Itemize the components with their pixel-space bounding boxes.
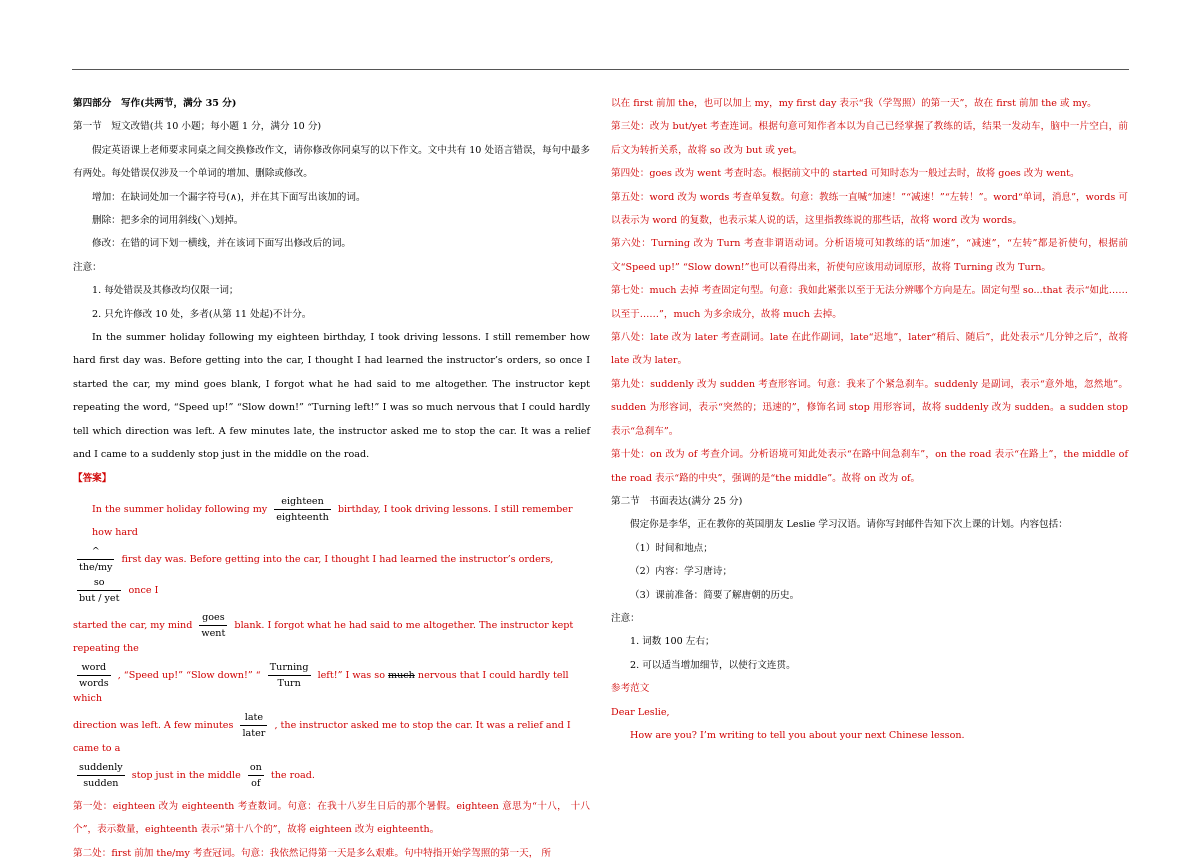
correction-original: late	[240, 710, 267, 726]
explanation-8: 第八处：late 改为 later 考查副词。late 在此作副词，late“迟地”，later“稍后、随后”，此处表示“几分钟之后”，故将 late 改为 later。	[611, 332, 1128, 367]
right-column	[611, 92, 1128, 747]
correction-fixed: sudden	[83, 777, 119, 789]
correction-original: eighteen	[274, 494, 331, 510]
correction-9	[77, 760, 125, 791]
prompt-item-1: （1）时间和地点；	[630, 542, 713, 554]
correction-8	[240, 710, 267, 741]
correction-fixed: went	[201, 627, 226, 639]
sample-line-1: How are you? I’m writing to tell you about your next Chinese lesson.	[630, 729, 965, 741]
rule-delete: 删除：把多余的词用斜线(＼)划掉。	[92, 215, 244, 227]
header-rule	[72, 69, 1129, 70]
corr-text: once I	[128, 584, 159, 596]
rule-modify: 修改：在错的词下划一横线，并在该词下面写出修改后的词。	[92, 238, 352, 250]
section4-title: 第四部分 写作(共两节，满分 35 分)	[73, 98, 237, 109]
note-2: 2. 只允许修改 10 处，多者(从第 11 处起)不计分。	[92, 308, 312, 320]
insert-mark: ^	[77, 544, 114, 560]
note-label: 注意：	[73, 261, 102, 273]
correction-5	[77, 660, 111, 691]
explanation-2-cont: 以在 first 前加 the，也可以加上 my，my first day 表示“我（学驾照）的第一天”，故在 first 前加 the 或 my。	[611, 98, 1097, 109]
correction-2	[77, 544, 114, 575]
correction-original: Turning	[268, 660, 311, 676]
explanation-1: 第一处：eighteen 改为 eighteenth 考查数词。句意：在我十八岁生日后的那个暑假。eighteen 意思为“十八， 十八个”，表示数量，eighteenth 表示“第十八个的”，故将 eighteen 改为 eighteenth。	[73, 800, 590, 836]
corr-text: birthday, I took driving lessons. I still remember how hard	[92, 503, 573, 538]
rule-add: 增加：在缺词处加一个漏字符号(∧)，并在其下面写出该加的词。	[92, 191, 366, 203]
corr-text: started the car, my mind	[73, 619, 193, 631]
corr-line-3	[73, 610, 590, 656]
correction-original: goes	[199, 610, 227, 626]
writing-note-2: 2. 可以适当增加细节，以使行文连贯。	[630, 659, 796, 671]
correction-fixed: the/my	[79, 561, 113, 573]
note-1: 1. 每处错误及其修改均仅限一词；	[92, 285, 239, 297]
corr-text: stop just in the middle	[131, 769, 241, 781]
correction-fixed: words	[79, 677, 109, 689]
corr-line-5	[73, 710, 590, 756]
corrected-passage	[73, 494, 590, 791]
correction-original: so	[77, 575, 121, 591]
sample-greeting: Dear Leslie,	[611, 706, 670, 718]
correction-4	[199, 610, 227, 641]
correction-original: word	[77, 660, 111, 676]
corr-text: , “Speed up!” “Slow down!” “	[117, 669, 261, 681]
correction-6	[268, 660, 311, 691]
prompt-item-3: （3）课前准备：简要了解唐朝的历史。	[630, 589, 800, 601]
correction-fixed: eighteenth	[276, 511, 329, 523]
corr-text: direction was left. A few minutes	[73, 719, 234, 731]
sample-label: 参考范文	[611, 683, 650, 695]
writing-note-label: 注意：	[611, 612, 640, 624]
section2-title: 第二节 书面表达(满分 25 分)	[611, 495, 743, 507]
corr-text: blank. I forgot what he had said to me altogether. The instructor kept repeating the	[73, 619, 574, 654]
explanation-2: 第二处：first 前加 the/my 考查冠词。句意：我依然记得第一天是多么艰难。句中特指开始学驾照的第一天， 所	[73, 847, 551, 859]
corr-text: left!” I was so	[317, 669, 385, 681]
explanation-4: 第四处：goes 改为 went 考查时态。根据前文中的 started 可知时态为一般过去时，故将 goes 改为 went。	[611, 168, 1080, 180]
writing-note-1: 1. 词数 100 左右；	[630, 636, 715, 648]
writing-prompt: 假定你是李华，正在教你的英国朋友 Leslie 学习汉语。请你写封邮件告知下次上课的计划。内容包括：	[630, 519, 1068, 531]
prompt-item-2: （2）内容：学习唐诗；	[630, 566, 733, 578]
explanation-6: 第六处：Turning 改为 Turn 考查非谓语动词。分析语境可知教练的话“加速”，“减速”，“左转”都是祈使句，根据前文“Speed up!” “Slow down!”也可以看得出来，祈使句应该用动词原形，故将 Turning 改为 Turn。	[611, 238, 1128, 273]
explanation-9: 第九处：suddenly 改为 sudden 考查形容词。句意：我来了个紧急刹车。suddenly 是副词，表示“意外地，忽然地”。 sudden 为形容词，表示“突然的；迅速的”，修饰名词 stop 用形容词，故将 suddenly 改为 sudden。a sudden stop 表示“急刹车”。	[611, 378, 1128, 437]
corr-text: the road.	[270, 769, 315, 781]
section1-title: 第一节 短文改错(共 10 小题；每小题 1 分，满分 10 分)	[73, 121, 322, 133]
corr-text: In the summer holiday following my	[92, 503, 268, 515]
correction-10	[248, 760, 264, 791]
answer-label: 【答案】	[73, 472, 112, 484]
correction-1	[274, 494, 331, 525]
corr-line-4	[73, 660, 590, 706]
corr-text: , the instructor asked me to stop the car. It was a relief and I came to a	[73, 719, 571, 754]
explanation-7: 第七处：much 去掉 考查固定句型。句意：我如此紧张以至于无法分辨哪个方向是左。固定句型 so...that 表示“如此……以至于……”，much 为多余成分，故将 much 去掉。	[611, 285, 1128, 320]
left-column	[73, 92, 590, 865]
correction-original: suddenly	[77, 760, 125, 776]
correction-3	[77, 575, 121, 606]
correction-fixed: Turn	[277, 677, 301, 689]
error-passage: In the summer holiday following my eighteen birthday, I took driving lessons. I still remember how hard first day was. Before getting into the car, I thought I had learned the instructor’s orders, so once I started the car, my mind goes blank, I forgot what he had said to me altogether. The instructor kept repeating the word, “Speed up!” “Slow down!” “Turning left!” I was so much nervous that I could hardly tell which direction was left. A few minutes late, the instructor asked me to stop the car. It was a relief and I came to a suddenly stop just in the middle on the road.	[73, 332, 590, 461]
corr-line-1	[73, 494, 590, 540]
explanation-10: 第十处：on 改为 of 考查介词。分析语境可知此处表示“在路中间急刹车”，on the road 表示“在路上”，the middle of the road 表示“路的中央”，强调的是“the middle”。故将 on 改为 of。	[611, 449, 1128, 484]
explanation-3: 第三处：改为 but/yet 考查连词。根据句意可知作者本以为自己已经掌握了教练的话，结果一发动车，脑中一片空白，前后文为转折关系，故将 so 改为 but 或 yet。	[611, 121, 1128, 156]
explanation-5: 第五处：word 改为 words 考查单复数。句意：教练一直喊“加速！”“减速！”“左转！”。word“单词，消息”，words 可以表示为 word 的复数，也表示某人说的话，这里指教练说的那些话，故将 word 改为 words。	[611, 191, 1128, 227]
corr-line-2	[73, 544, 590, 606]
corr-line-6	[73, 760, 590, 791]
correction-fixed: but / yet	[79, 592, 120, 604]
correction-original: on	[248, 760, 264, 776]
correction-7-deleted: much	[388, 669, 415, 681]
corr-text: first day was. Before getting into the car, I thought I had learned the instructor’s orders,	[121, 553, 554, 565]
correction-fixed: later	[242, 727, 266, 739]
corr-text: nervous that I could hardly tell which	[73, 669, 569, 704]
correction-fixed: of	[251, 777, 261, 789]
instructions: 假定英语课上老师要求同桌之间交换修改作文，请你修改你同桌写的以下作文。文中共有 10 处语言错误，每句中最多有两处。每处错误仅涉及一个单词的增加、删除或修改。	[73, 144, 590, 180]
